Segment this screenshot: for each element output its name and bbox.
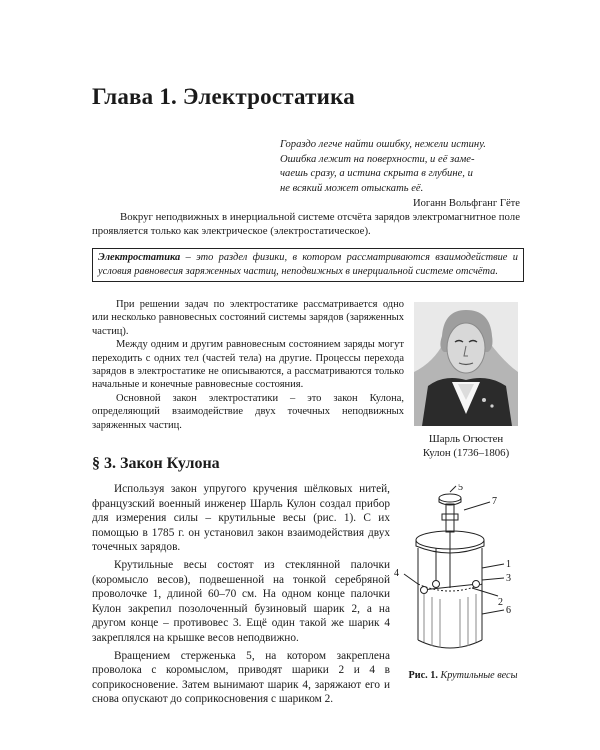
chapter-title: Глава 1. Электростатика xyxy=(92,84,355,109)
paragraph: Крутильные весы состоят из стеклянной палочки (коромысло весов), подвешенной на тонкой серебряной проволочке 1, длиной 60–70 см. На одном конце палочки Кулон закрепил позолоченный бузиновый шарик 2, а на другом конце – противовес 3. Ещё один такой же шарик 4 закреплялся на крышке весов неподвижно. xyxy=(92,558,390,644)
figure-label: 6 xyxy=(506,605,511,616)
definition-text: – это раздел физики, в котором рассматриваются взаимодействие и условия равновесия заряженных частиц, неподвижных в инерциальной системе отсчёта. xyxy=(98,252,518,277)
definition-box xyxy=(92,248,524,282)
figure-label: 7 xyxy=(492,496,497,507)
epigraph-line: не всякий может отыскать её. xyxy=(280,182,424,194)
epigraph-line: Ошибка лежит на поверхности, и её заме- xyxy=(280,153,475,165)
paragraph: Основной закон электростатики – это закон Кулона, определяющий взаимодействие двух точечных неподвижных заряженных частиц. xyxy=(92,392,404,431)
torsion-balance-figure xyxy=(392,484,532,662)
portrait-caption-name: Шарль Огюстен xyxy=(428,433,504,445)
figure-label: 3 xyxy=(506,573,511,584)
figure-number: Рис. 1. xyxy=(408,670,438,681)
figure-title: Крутильные весы xyxy=(440,670,518,681)
portrait-caption-years: Кулон (1736–1806) xyxy=(422,447,510,459)
epigraph-line: чаешь сразу, а истина скрыта в глубине, и xyxy=(280,168,473,180)
figure-label: 5 xyxy=(458,484,463,493)
definition-term: Электростатика xyxy=(98,252,181,263)
figure-label: 1 xyxy=(506,559,511,570)
figure-label: 2 xyxy=(498,597,503,608)
intro-paragraph: Вокруг неподвижных в инерциальной системе отсчёта зарядов электромагнитное поле проявляется только как электрическое (электростатическое). xyxy=(92,211,520,237)
epigraph-line: Гораздо легче найти ошибку, нежели истину. xyxy=(280,139,486,150)
paragraph: Между одним и другим равновесным состоянием заряды могут переходить с одних тел (частей тела) на другие. Процессы перехода зарядов в электростатике не описываются, а рассматриваются только начальные и конечные равновесные состояния. xyxy=(92,339,404,391)
portrait-caption xyxy=(404,432,528,460)
section-title: § 3. Закон Кулона xyxy=(92,455,220,472)
epigraph xyxy=(280,138,520,212)
paragraph: Используя закон упругого кручения шёлковых нитей, французский военный инженер Шарль Кулон создал прибор для измерения силы – крутильные весы (рис. 1). С их помощью в 1785 г. он установил закон взаимодействия двух точечных зарядов. xyxy=(92,483,390,554)
section-body xyxy=(92,482,390,710)
paragraph: При решении задач по электростатике рассматривается одно или несколько равновесных состояний системы зарядов (заряженных частиц). xyxy=(92,299,404,337)
figure-label: 4 xyxy=(394,568,399,579)
figure-caption xyxy=(404,670,522,682)
paragraph: Вращением стерженька 5, на котором закреплена проволока с коромыслом, приводят шарики 2 и 4 в соприкосновение. Затем вынимают шарик 4, заряжают его и снова опускают до соприкосновения с шариком 2. xyxy=(92,649,390,706)
intro-column-text xyxy=(92,298,404,432)
epigraph-author: Иоганн Вольфганг Гёте xyxy=(412,198,520,210)
coulomb-portrait xyxy=(414,302,518,426)
